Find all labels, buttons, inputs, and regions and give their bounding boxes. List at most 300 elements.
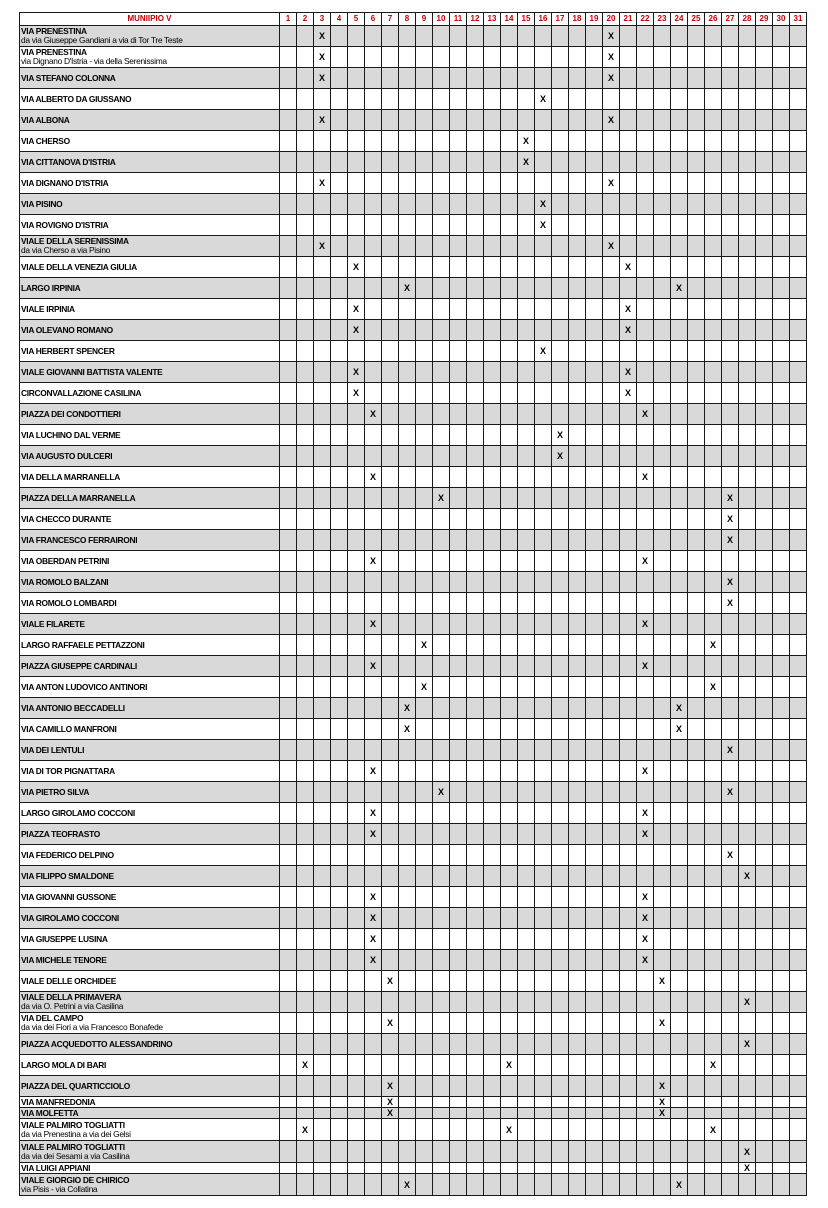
day-cell: [773, 341, 790, 362]
day-cell: [314, 1163, 331, 1174]
day-cell: [484, 530, 501, 551]
day-cell: [773, 1076, 790, 1097]
day-cell: [552, 68, 569, 89]
day-cell: [416, 1163, 433, 1174]
day-cell: [790, 1141, 807, 1163]
day-cell: [756, 1034, 773, 1055]
day-cell: [654, 677, 671, 698]
day-cell: [501, 803, 518, 824]
day-cell: [416, 509, 433, 530]
day-cell: [671, 635, 688, 656]
day-cell: [620, 278, 637, 299]
day-cell: [450, 47, 467, 68]
day-cell: [297, 656, 314, 677]
day-cell: [297, 971, 314, 992]
day-cell: [535, 299, 552, 320]
day-cell: [314, 299, 331, 320]
day-cell: [620, 761, 637, 782]
day-cell: [739, 509, 756, 530]
day-cell: [722, 1108, 739, 1119]
day-cell: [620, 1141, 637, 1163]
day-cell: [484, 929, 501, 950]
day-cell: [586, 1174, 603, 1196]
day-cell: [399, 131, 416, 152]
day-cell: [365, 278, 382, 299]
day-cell: [365, 992, 382, 1013]
table-row: [20, 26, 807, 47]
day-cell: [297, 551, 314, 572]
day-cell: [348, 803, 365, 824]
street-name-cell: [20, 1097, 280, 1108]
day-cell: [586, 383, 603, 404]
street-name-cell: [20, 908, 280, 929]
day-cell: [671, 320, 688, 341]
day-cell: [756, 1174, 773, 1196]
street-name: VIA DEL CAMPO: [21, 1013, 84, 1023]
day-cell: [637, 467, 654, 488]
day-cell: [552, 257, 569, 278]
day-cell: [756, 698, 773, 719]
day-cell: [705, 467, 722, 488]
day-cell: [280, 173, 297, 194]
day-cell: [399, 1163, 416, 1174]
day-cell: [331, 740, 348, 761]
day-cell: [688, 782, 705, 803]
street-name: PIAZZA ACQUEDOTTO ALESSANDRINO: [21, 1038, 173, 1049]
day-cell: [535, 1141, 552, 1163]
day-header: 1: [280, 13, 297, 26]
day-cell: [484, 614, 501, 635]
day-cell: [688, 572, 705, 593]
day-cell: [756, 887, 773, 908]
street-name: VIA MANFREDONIA: [21, 1096, 96, 1107]
day-cell: [484, 467, 501, 488]
day-cell: [603, 845, 620, 866]
day-cell: [382, 110, 399, 131]
day-cell: [569, 299, 586, 320]
day-cell: [773, 383, 790, 404]
street-name: VIA ROMOLO BALZANI: [21, 576, 109, 587]
day-cell: [399, 425, 416, 446]
cleaning-mark: X: [675, 724, 682, 734]
day-cell: [790, 152, 807, 173]
day-cell: [518, 635, 535, 656]
street-name-cell: [20, 89, 280, 110]
day-header: 17: [552, 13, 569, 26]
day-cell: [552, 572, 569, 593]
day-cell: [790, 236, 807, 257]
day-cell: [280, 236, 297, 257]
day-cell: [314, 677, 331, 698]
table-row: [20, 740, 807, 761]
day-cell: [773, 89, 790, 110]
cleaning-mark: X: [539, 199, 546, 209]
day-cell: [671, 656, 688, 677]
day-cell: [688, 593, 705, 614]
day-cell: [450, 1119, 467, 1141]
day-cell: [518, 236, 535, 257]
day-cell: [739, 782, 756, 803]
day-cell: [705, 257, 722, 278]
street-name: VIA GIUSEPPE LUSINA: [21, 933, 108, 944]
day-cell: [722, 509, 739, 530]
day-header: 13: [484, 13, 501, 26]
cleaning-mark: X: [369, 892, 376, 902]
day-cell: [603, 320, 620, 341]
day-cell: [467, 677, 484, 698]
day-cell: [722, 719, 739, 740]
day-cell: [535, 593, 552, 614]
day-cell: [348, 929, 365, 950]
day-cell: [688, 1076, 705, 1097]
day-cell: [603, 740, 620, 761]
day-cell: [569, 1163, 586, 1174]
day-cell: [433, 845, 450, 866]
day-cell: [586, 971, 603, 992]
day-cell: [365, 320, 382, 341]
day-cell: [365, 236, 382, 257]
day-cell: [773, 1108, 790, 1119]
day-cell: [637, 89, 654, 110]
day-cell: [467, 971, 484, 992]
day-cell: [671, 425, 688, 446]
day-cell: [688, 614, 705, 635]
day-cell: [399, 68, 416, 89]
day-cell: [382, 509, 399, 530]
day-cell: [552, 1076, 569, 1097]
day-cell: [637, 341, 654, 362]
day-cell: [739, 719, 756, 740]
day-cell: [518, 299, 535, 320]
day-cell: [399, 467, 416, 488]
day-cell: [535, 47, 552, 68]
day-cell: [671, 236, 688, 257]
day-cell: [603, 887, 620, 908]
day-cell: [399, 320, 416, 341]
day-cell: [739, 404, 756, 425]
day-cell: [280, 1163, 297, 1174]
day-cell: [773, 194, 790, 215]
day-cell: [501, 1119, 518, 1141]
table-row: [20, 593, 807, 614]
day-cell: [314, 824, 331, 845]
day-cell: [671, 929, 688, 950]
day-cell: [416, 656, 433, 677]
day-cell: [467, 194, 484, 215]
day-cell: [314, 866, 331, 887]
day-header: 7: [382, 13, 399, 26]
day-cell: [654, 614, 671, 635]
day-cell: [688, 908, 705, 929]
cleaning-mark: X: [386, 1108, 393, 1118]
day-cell: [348, 530, 365, 551]
day-cell: [450, 173, 467, 194]
day-cell: [671, 551, 688, 572]
day-cell: [603, 677, 620, 698]
cleaning-mark: X: [658, 1108, 665, 1118]
day-cell: [518, 425, 535, 446]
day-cell: [603, 236, 620, 257]
day-cell: [416, 992, 433, 1013]
day-cell: [399, 824, 416, 845]
day-cell: [314, 215, 331, 236]
street-name: VIA ANTON LUDOVICO ANTINORI: [21, 681, 148, 692]
street-name: VIALE DELLA SERENISSIMA: [21, 236, 129, 246]
day-cell: [501, 1076, 518, 1097]
day-cell: [790, 530, 807, 551]
day-cell: [467, 89, 484, 110]
day-cell: [535, 1076, 552, 1097]
day-cell: [671, 446, 688, 467]
day-cell: [297, 803, 314, 824]
day-cell: [501, 572, 518, 593]
table-row: [20, 236, 807, 257]
day-cell: [297, 740, 314, 761]
day-cell: [586, 425, 603, 446]
day-cell: [365, 89, 382, 110]
day-cell: [450, 614, 467, 635]
day-cell: [501, 215, 518, 236]
day-cell: [603, 803, 620, 824]
street-name-cell: [20, 26, 280, 47]
day-cell: [569, 467, 586, 488]
day-cell: [518, 740, 535, 761]
day-cell: [790, 362, 807, 383]
day-cell: [433, 1076, 450, 1097]
day-cell: [790, 845, 807, 866]
day-cell: [365, 614, 382, 635]
day-cell: [603, 404, 620, 425]
street-name-cell: [20, 341, 280, 362]
day-cell: [688, 215, 705, 236]
day-cell: [552, 1013, 569, 1034]
table-row: [20, 194, 807, 215]
day-cell: [535, 215, 552, 236]
cleaning-mark: X: [522, 136, 529, 146]
day-cell: [569, 1097, 586, 1108]
day-cell: [314, 1108, 331, 1119]
day-cell: [739, 635, 756, 656]
day-cell: [773, 488, 790, 509]
day-cell: [586, 719, 603, 740]
day-cell: [382, 26, 399, 47]
day-cell: [280, 824, 297, 845]
day-header: 18: [569, 13, 586, 26]
day-cell: [518, 47, 535, 68]
day-cell: [297, 362, 314, 383]
day-cell: [280, 404, 297, 425]
day-cell: [739, 656, 756, 677]
cleaning-mark: X: [641, 955, 648, 965]
day-cell: [518, 782, 535, 803]
day-cell: [450, 152, 467, 173]
day-cell: [399, 1108, 416, 1119]
street-name-cell: [20, 950, 280, 971]
street-name-cell: [20, 383, 280, 404]
day-cell: [416, 1034, 433, 1055]
day-cell: [501, 488, 518, 509]
day-cell: [280, 1055, 297, 1076]
day-cell: [722, 782, 739, 803]
day-cell: [331, 89, 348, 110]
day-cell: [314, 698, 331, 719]
day-cell: [433, 929, 450, 950]
day-cell: [705, 446, 722, 467]
day-cell: [654, 803, 671, 824]
day-cell: [603, 782, 620, 803]
day-cell: [314, 782, 331, 803]
day-cell: [620, 824, 637, 845]
day-cell: [586, 740, 603, 761]
day-cell: [637, 215, 654, 236]
table-row: [20, 173, 807, 194]
day-cell: [671, 1076, 688, 1097]
day-cell: [603, 278, 620, 299]
day-cell: [535, 824, 552, 845]
day-cell: [654, 530, 671, 551]
day-cell: [331, 467, 348, 488]
day-cell: [790, 278, 807, 299]
day-cell: [501, 1034, 518, 1055]
day-cell: [688, 1163, 705, 1174]
day-cell: [416, 152, 433, 173]
day-cell: [756, 257, 773, 278]
table-row: [20, 1108, 807, 1119]
day-cell: [671, 950, 688, 971]
street-name-cell: [20, 1163, 280, 1174]
cleaning-mark: X: [607, 115, 614, 125]
day-cell: [535, 1034, 552, 1055]
day-cell: [433, 320, 450, 341]
day-cell: [671, 131, 688, 152]
day-cell: [620, 194, 637, 215]
day-cell: [501, 446, 518, 467]
day-cell: [603, 824, 620, 845]
street-name-cell: [20, 656, 280, 677]
day-cell: [552, 845, 569, 866]
day-cell: [280, 131, 297, 152]
day-cell: [637, 446, 654, 467]
street-name: LARGO RAFFAELE PETTAZZONI: [21, 639, 145, 650]
day-cell: [314, 635, 331, 656]
day-cell: [603, 698, 620, 719]
day-cell: [722, 236, 739, 257]
day-cell: [416, 1097, 433, 1108]
day-cell: [501, 782, 518, 803]
day-cell: [348, 236, 365, 257]
day-cell: [739, 929, 756, 950]
day-cell: [416, 362, 433, 383]
day-cell: [671, 341, 688, 362]
day-cell: [739, 1174, 756, 1196]
day-cell: [756, 236, 773, 257]
day-cell: [331, 992, 348, 1013]
day-cell: [773, 950, 790, 971]
day-cell: [348, 551, 365, 572]
day-cell: [722, 908, 739, 929]
day-cell: [382, 1174, 399, 1196]
table-row: [20, 572, 807, 593]
street-name: VIA FRANCESCO FERRAIRONI: [21, 534, 138, 545]
day-cell: [484, 173, 501, 194]
day-cell: [773, 551, 790, 572]
day-cell: [739, 257, 756, 278]
day-cell: [654, 656, 671, 677]
day-cell: [569, 1108, 586, 1119]
day-cell: [552, 194, 569, 215]
day-cell: [671, 698, 688, 719]
day-cell: [722, 698, 739, 719]
day-cell: [586, 278, 603, 299]
day-cell: [654, 110, 671, 131]
day-cell: [620, 110, 637, 131]
day-cell: [535, 740, 552, 761]
day-cell: [382, 614, 399, 635]
street-name: VIA DEI LENTULI: [21, 744, 85, 755]
day-cell: [501, 656, 518, 677]
day-cell: [331, 278, 348, 299]
day-cell: [280, 530, 297, 551]
day-cell: [620, 866, 637, 887]
day-cell: [637, 194, 654, 215]
street-name-cell: [20, 677, 280, 698]
day-cell: [688, 719, 705, 740]
day-cell: [416, 173, 433, 194]
day-cell: [280, 257, 297, 278]
day-cell: [467, 320, 484, 341]
day-cell: [705, 719, 722, 740]
day-cell: [535, 656, 552, 677]
district-title: MUNIIPIO V: [20, 13, 280, 26]
day-cell: [518, 1119, 535, 1141]
day-cell: [637, 320, 654, 341]
day-cell: [416, 467, 433, 488]
day-header: 2: [297, 13, 314, 26]
day-cell: [756, 656, 773, 677]
day-cell: [280, 698, 297, 719]
day-cell: [586, 1076, 603, 1097]
cleaning-mark: X: [318, 73, 325, 83]
day-cell: [688, 1055, 705, 1076]
day-cell: [501, 908, 518, 929]
street-section: via Dignano D'Istria - via della Serenissima: [21, 56, 167, 66]
day-cell: [671, 740, 688, 761]
street-name: VIA ROVIGNO D'ISTRIA: [21, 219, 109, 230]
day-cell: [756, 383, 773, 404]
day-cell: [756, 1076, 773, 1097]
day-cell: [484, 593, 501, 614]
day-cell: [790, 89, 807, 110]
day-cell: [416, 1076, 433, 1097]
day-cell: [569, 908, 586, 929]
day-cell: [518, 719, 535, 740]
day-cell: [501, 761, 518, 782]
day-cell: [518, 1055, 535, 1076]
day-cell: [552, 677, 569, 698]
street-name-cell: [20, 47, 280, 68]
day-cell: [416, 887, 433, 908]
day-cell: [518, 488, 535, 509]
street-name: VIA ALBONA: [21, 114, 70, 125]
day-cell: [586, 782, 603, 803]
day-cell: [739, 1119, 756, 1141]
day-cell: [620, 1013, 637, 1034]
day-cell: [671, 1108, 688, 1119]
day-cell: [467, 26, 484, 47]
street-name-cell: [20, 278, 280, 299]
day-cell: [603, 47, 620, 68]
day-cell: [399, 1076, 416, 1097]
